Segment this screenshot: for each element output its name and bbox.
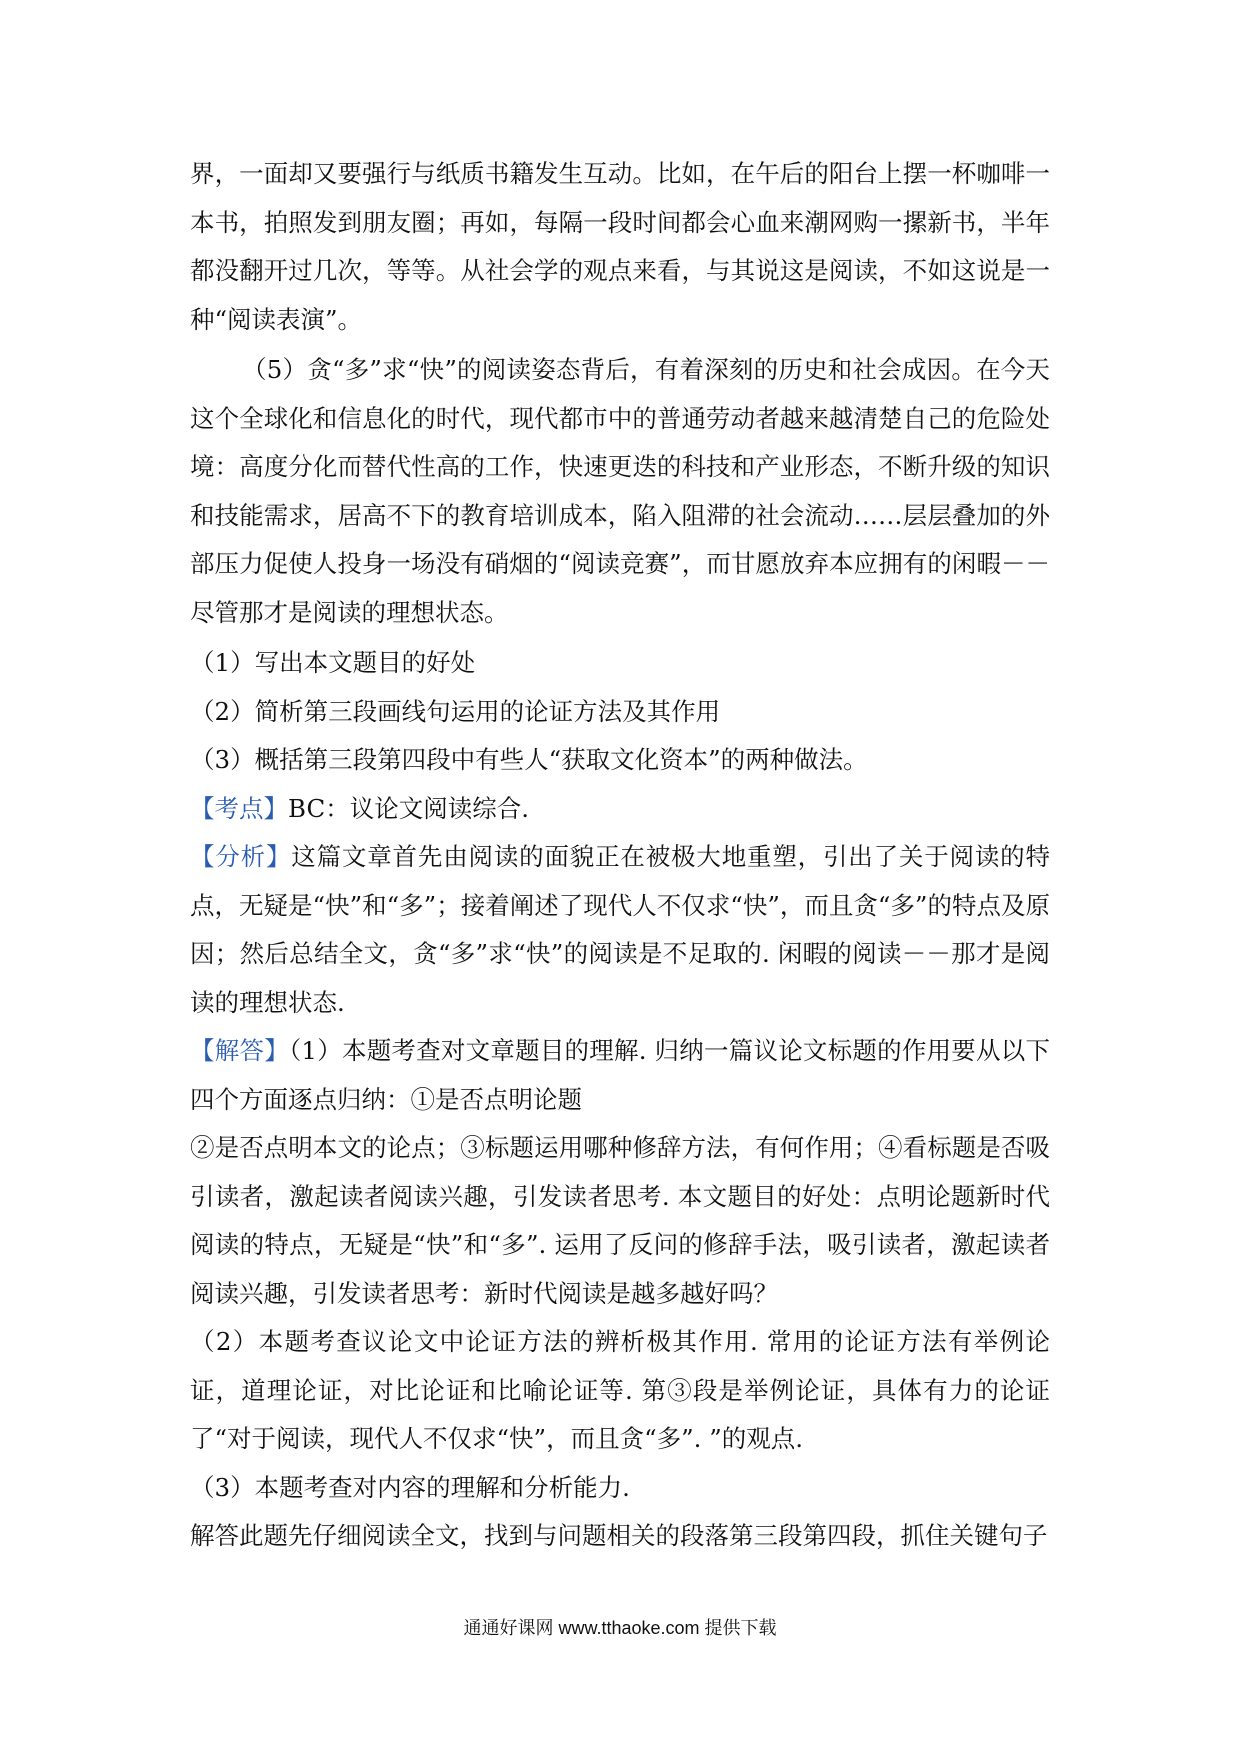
paragraph-5: （5）贪“多”求“快”的阅读姿态背后，有着深刻的历史和社会成因。在今天这个全球化和信息化的时代，现代都市中的普通劳动者越来越清楚自己的危险处境：高度分化而替代性高的工作，快速更迭的科技和产业形态，不断升级的知识和技能需求，居高不下的教育培训成本，陷入阻滞的社会流动……层层叠加的外部压力促使人投身一场没有硝烟的“阅读竞赛”，而甘愿放弃本应拥有的闲暇－－尽管那才是阅读的理想状态。 bbox=[190, 355, 1050, 627]
jieda-text: （1）本题考查对文章题目的理解. 归纳一篇议论文标题的作用要从以下四个方面逐点归纳：①是否点明论题 bbox=[190, 1036, 1051, 1114]
jieda-section bbox=[190, 1027, 1050, 1124]
question-1: （1）写出本文题目的好处 bbox=[190, 648, 476, 677]
kaodian-text: BC：议论文阅读综合. bbox=[288, 793, 529, 823]
answer-part-3-detail: 解答此题先仔细阅读全文，找到与问题相关的段落第三段第四段，抓住关键句子 bbox=[190, 1521, 1048, 1550]
question-3: （3）概括第三段第四段中有些人“获取文化资本”的两种做法。 bbox=[190, 745, 868, 774]
kaodian-label: 【考点】 bbox=[190, 793, 288, 823]
question-2: （2）简析第三段画线句运用的论证方法及其作用 bbox=[190, 696, 721, 726]
fenxi-section bbox=[190, 833, 1050, 1027]
kaodian-section bbox=[190, 785, 1050, 834]
fenxi-text: 这篇文章首先由阅读的面貌正在被极大地重塑，引出了关于阅读的特点，无疑是“快”和“多”；接着阐述了现代人不仅求“快”，而且贪“多”的特点及原因；然后总结全文，贪“多”求“快”的阅读是不足取的. 闲暇的阅读－－那才是阅读的理想状态. bbox=[190, 842, 1051, 1017]
jieda-label: 【解答】 bbox=[190, 1036, 289, 1065]
paragraph-4-continued: 界，一面却又要强行与纸质书籍发生互动。比如，在午后的阳台上摆一杯咖啡一本书，拍照发到朋友圈；再如，每隔一段时间都会心血来潮网购一摞新书，半年都没翻开过几次，等等。从社会学的观点来看，与其说这是阅读，不如这说是一种“阅读表演”。 bbox=[190, 159, 1050, 334]
answer-part-1-continued: ②是否点明本文的论点；③标题运用哪种修辞方法，有何作用；④看标题是否吸引读者，激起读者阅读兴趣，引发读者思考. 本文题目的好处：点明论题新时代阅读的特点，无疑是“快”和“多”. 运用了反问的修辞手法，吸引读者，激起读者阅读兴趣，引发读者思考：新时代阅读是越多越好吗？ bbox=[190, 1133, 1050, 1308]
answer-part-3: （3）本题考查对内容的理解和分析能力. bbox=[190, 1472, 630, 1502]
page-footer: 通通好课网 www.tthaoke.com 提供下载 bbox=[463, 1618, 777, 1638]
fenxi-label: 【分析】 bbox=[190, 842, 292, 871]
document-body bbox=[190, 150, 1050, 1561]
answer-part-2: （2）本题考查议论文中论证方法的辨析极其作用. 常用的论证方法有举例论证，道理论证，对比论证和比喻论证等. 第③段是举例论证，具体有力的论证了“对于阅读，现代人不仅求“快”，而且贪“多”. ”的观点. bbox=[190, 1327, 1050, 1453]
